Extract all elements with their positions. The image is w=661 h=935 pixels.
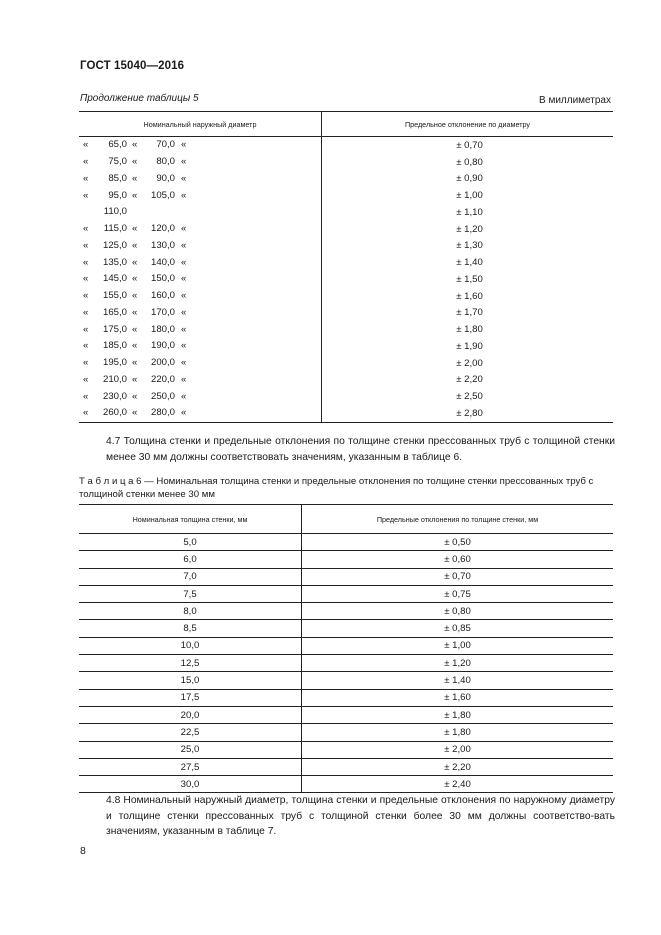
table-row [79,655,613,672]
deviation-cell: ± 1,00 [456,190,483,202]
quote-mark: « [181,390,187,402]
thickness-cell: 15,0 [79,672,302,689]
quote-mark: « [132,290,138,302]
diameter-cell [79,405,322,422]
quote-mark: « [83,256,89,268]
quote-mark: « [83,139,89,151]
diameter-from: 175,0 [102,323,127,335]
quote-mark: « [181,357,187,369]
diameter-from: 195,0 [102,357,127,369]
deviation-cell: ± 0,50 [302,534,614,551]
quote-mark: « [83,357,89,369]
quote-mark: « [83,189,89,201]
deviation-cell: ± 1,10 [456,206,483,218]
table-row [79,585,613,602]
quote-mark: « [132,223,138,235]
diameter-to: 180,0 [150,323,175,335]
diameter-to: 170,0 [150,306,175,318]
thickness-cell: 20,0 [79,706,302,723]
deviation-cell: ± 0,80 [456,156,483,168]
thickness-cell: 5,0 [79,534,302,551]
diameter-from: 75,0 [108,156,127,168]
diameter-from: 85,0 [108,172,127,184]
deviation-cell: ± 1,40 [456,257,483,269]
deviation-cell: ± 2,20 [302,758,614,775]
quote-mark: « [132,239,138,251]
thickness-cell: 25,0 [79,741,302,758]
paragraph-4-8 [79,793,615,840]
table-row [79,171,613,188]
quote-mark: « [181,306,187,318]
table-row [79,551,613,568]
deviation-cell: ± 2,80 [322,405,614,422]
diameter-from: 135,0 [102,256,127,268]
diameter-to: 160,0 [150,290,175,302]
diameter-from: 155,0 [102,290,127,302]
deviation-cell: ± 0,90 [456,173,483,185]
quote-mark: « [83,407,89,419]
table-row [79,568,613,585]
table-row [79,321,613,338]
quote-mark: « [181,156,187,168]
diameter-cell [79,154,322,171]
quote-mark: « [181,373,187,385]
deviation-cell: ± 1,00 [302,637,614,654]
table-5 [79,111,613,423]
table-row [79,689,613,706]
quote-mark: « [132,172,138,184]
quote-mark: « [132,306,138,318]
quote-mark: « [181,223,187,235]
quote-mark: « [83,273,89,285]
diameter-from: 95,0 [108,189,127,201]
table-row [79,187,613,204]
page-number: 8 [80,845,86,857]
quote-mark: « [83,223,89,235]
table6-body [79,534,613,793]
thickness-cell: 30,0 [79,776,302,793]
quote-mark: « [132,323,138,335]
thickness-cell: 17,5 [79,689,302,706]
deviation-cell: ± 2,50 [456,391,483,403]
diameter-from: 185,0 [102,340,127,352]
quote-mark: « [83,373,89,385]
diameter-to: 130,0 [150,239,175,251]
table-row [79,620,613,637]
table-row [79,238,613,255]
quote-mark: « [181,323,187,335]
quote-mark: « [83,390,89,402]
deviation-cell: ± 1,30 [456,240,483,252]
quote-mark: « [181,239,187,251]
diameter-to: 90,0 [156,172,175,184]
quote-mark: « [83,323,89,335]
diameter-to: 190,0 [150,340,175,352]
diameter-from: 165,0 [102,306,127,318]
quote-mark: « [132,156,138,168]
diameter-cell [79,271,322,288]
deviation-cell: ± 1,60 [456,290,483,302]
diameter-from: 260,0 [102,407,127,419]
diameter-cell [79,221,322,238]
diameter-to: 200,0 [150,357,175,369]
table-row [79,724,613,741]
diameter-from: 65,0 [108,139,127,151]
table-row [79,338,613,355]
table-row [79,137,613,154]
deviation-cell: ± 0,75 [302,585,614,602]
table6-col2-header: Предельные отклонения по толщине стенки, мм [302,505,614,534]
table5-body [79,137,613,423]
quote-mark: « [181,340,187,352]
diameter-from: 210,0 [102,373,127,385]
diameter-to: 280,0 [150,407,175,419]
paragraph-4-7-text: 4.7 Толщина стенки и предельные отклонения по толщине стенки прессованных труб с толщиной стенки менее 30 мм должны соответствовать значениям, указанным в таблице 6. [106,436,615,463]
table5-col1-header: Номинальный наружный диаметр [79,112,322,137]
table-row [79,706,613,723]
deviation-cell: ± 2,00 [302,741,614,758]
deviation-cell: ± 0,70 [302,568,614,585]
table-6 [79,504,613,793]
thickness-cell: 10,0 [79,637,302,654]
diameter-cell [79,338,322,355]
thickness-cell: 8,5 [79,620,302,637]
deviation-cell: ± 1,40 [302,672,614,689]
diameter-to: 80,0 [156,156,175,168]
diameter-cell [79,305,322,322]
table-row [79,741,613,758]
thickness-cell: 7,5 [79,585,302,602]
table-row [79,637,613,654]
thickness-cell: 22,5 [79,724,302,741]
paragraph-4-7 [79,434,615,465]
deviation-cell: ± 1,80 [456,324,483,336]
quote-mark: « [83,290,89,302]
thickness-cell: 8,0 [79,603,302,620]
deviation-cell: ± 1,20 [456,223,483,235]
diameter-cell [79,137,322,154]
deviation-cell: ± 1,80 [302,724,614,741]
diameter-cell [79,187,322,204]
table-row [79,776,613,793]
deviation-cell: ± 1,20 [302,655,614,672]
quote-mark: « [181,273,187,285]
quote-mark: « [132,256,138,268]
document-header: ГОСТ 15040—2016 [80,60,185,72]
diameter-to: 220,0 [150,373,175,385]
diameter-cell [79,254,322,271]
quote-mark: « [181,290,187,302]
diameter-cell [79,171,322,188]
table-row [79,288,613,305]
diameter-from: 230,0 [102,390,127,402]
deviation-cell: ± 2,40 [302,776,614,793]
diameter-cell [79,388,322,405]
deviation-cell: ± 0,70 [456,139,483,151]
diameter-cell [79,321,322,338]
quote-mark: « [132,189,138,201]
diameter-cell [79,355,322,372]
quote-mark: « [132,407,138,419]
table5-units: В миллиметрах [539,95,611,106]
quote-mark: « [83,340,89,352]
diameter-to: 150,0 [150,273,175,285]
thickness-cell: 7,0 [79,568,302,585]
table-row [79,204,613,221]
diameter-to: 70,0 [156,139,175,151]
deviation-cell: ± 0,85 [302,620,614,637]
quote-mark: « [181,256,187,268]
table-row [79,271,613,288]
quote-mark: « [83,306,89,318]
deviation-cell: ± 1,80 [302,706,614,723]
quote-mark: « [83,156,89,168]
table6-caption: Т а б л и ц а 6 — Номинальная толщина стенки и предельные отклонения по толщине стенки прессованных труб с толщиной стенки менее 30 мм [79,476,594,500]
quote-mark: « [132,390,138,402]
diameter-from: 115,0 [103,223,127,235]
table5-col2-header: Предельное отклонение по диаметру [322,112,614,137]
table-row [79,221,613,238]
deviation-cell: ± 0,80 [302,603,614,620]
deviation-cell: ± 1,70 [456,307,483,319]
diameter-from: 125,0 [102,239,127,251]
table-row [79,603,613,620]
diameter-to: 105,0 [150,189,175,201]
thickness-cell: 6,0 [79,551,302,568]
table5-continuation-label: Продолжение таблицы 5 [80,93,199,104]
thickness-cell: 27,5 [79,758,302,775]
table-row [79,305,613,322]
diameter-to: 120,0 [150,223,175,235]
diameter-from: 110,0 [103,206,127,218]
quote-mark: « [181,189,187,201]
table-row [79,758,613,775]
deviation-cell: ± 0,60 [302,551,614,568]
quote-mark: « [181,139,187,151]
deviation-cell: ± 2,20 [456,374,483,386]
diameter-to: 140,0 [150,256,175,268]
table6-col1-header: Номинальная толщина стенки, мм [79,505,302,534]
diameter-cell [79,372,322,389]
quote-mark: « [83,239,89,251]
diameter-from: 145,0 [102,273,127,285]
deviation-cell: ± 1,60 [302,689,614,706]
table-row [79,372,613,389]
deviation-cell: ± 2,00 [456,357,483,369]
table-row [79,672,613,689]
quote-mark: « [83,172,89,184]
table-row [79,355,613,372]
table-row [79,154,613,171]
quote-mark: « [132,357,138,369]
diameter-cell [79,238,322,255]
thickness-cell: 12,5 [79,655,302,672]
quote-mark: « [132,139,138,151]
quote-mark: « [132,273,138,285]
paragraph-4-8-text: 4.8 Номинальный наружный диаметр, толщина стенки и предельные отклонения по наружному диаметру и толщине стенки прессованных труб с толщиной стенки более 30 мм должны соответство-вать значениям, указанным в таблице 7. [106,795,615,837]
quote-mark: « [132,340,138,352]
quote-mark: « [181,172,187,184]
table-row [79,254,613,271]
diameter-cell [79,204,322,221]
diameter-to: 250,0 [150,390,175,402]
deviation-cell: ± 1,50 [456,273,483,285]
table-row [79,388,613,405]
deviation-cell: ± 1,90 [456,340,483,352]
diameter-cell [79,288,322,305]
quote-mark: « [181,407,187,419]
table-row [79,534,613,551]
table-row [79,405,613,422]
quote-mark: « [132,373,138,385]
